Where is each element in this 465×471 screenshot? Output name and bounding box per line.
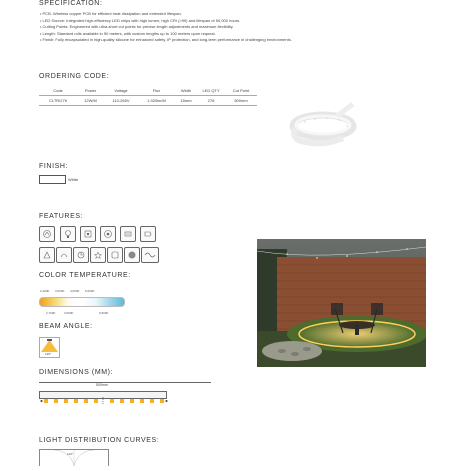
cell-led-qty: 276: [197, 96, 225, 106]
col-power: Power: [77, 86, 104, 96]
col-code: Code: [39, 86, 77, 96]
feature-icon-6: [140, 226, 156, 242]
col-width: Width: [175, 86, 197, 96]
feature-icon-10: [90, 247, 106, 263]
cell-flux: 1,920lm/M: [138, 96, 175, 106]
feature-icon-13: [141, 247, 159, 263]
led-strip-dimension-drawing: [39, 391, 167, 399]
feature-icon-2: [60, 226, 76, 242]
cell-voltage: 110-265V: [104, 96, 138, 106]
specification-list: [40, 11, 330, 44]
ordering-table: [39, 86, 257, 106]
cct-label-3000k: 3,000K: [55, 289, 65, 293]
col-cut-point: Cut Point: [225, 86, 257, 96]
dimension-line: [39, 382, 211, 383]
feature-icon-9: [73, 247, 89, 263]
feature-icon-5: [120, 226, 136, 242]
cell-width: 15mm: [175, 96, 197, 106]
spec-item-pcb: • PCB: Wireless copper PCB for efficient heat dissipation and extended lifespan.: [40, 11, 182, 16]
ordering-heading: ORDERING CODE:: [39, 73, 110, 80]
spec-item-led-source: • LED Source: Integrated high-efficiency LED chips with high lumen, high CRI (>90) and lifespan of 50,000 hours.: [40, 17, 241, 23]
dimensions-heading: DIMENSIONS (MM):: [39, 369, 114, 376]
feature-icon-1: [39, 226, 55, 242]
beam-angle-label: 120°: [45, 352, 52, 356]
feature-icon-11: [107, 247, 123, 263]
led-strip-drawing: [40, 397, 168, 405]
table-row: [39, 96, 257, 106]
col-led-qty: LED QTY: [197, 86, 225, 96]
spec-item-length: • Length: Standard rolls available in 50 meters, with custom lengths up to 100 meters upon request.: [40, 30, 216, 36]
cct-label-4000k: 4,000K: [70, 289, 80, 293]
dimension-length-label: 500mm: [96, 383, 108, 387]
finish-swatch-white: [39, 175, 66, 184]
color-temperature-bar: [39, 297, 125, 307]
specification-heading: SPECIFICATION:: [39, 0, 103, 7]
cct-label-2700k: 2,700K: [46, 311, 56, 315]
color-temperature-heading: COLOR TEMPERATURE:: [39, 272, 131, 279]
garden-installation-photo: [257, 239, 426, 367]
ldc-angle-label: 120°: [67, 452, 74, 456]
cct-label-5000k: 5,000K: [85, 289, 95, 293]
ordering-header-row: [39, 86, 257, 96]
features-heading: FEATURES:: [39, 213, 84, 220]
cell-cut-point: 500mm: [225, 96, 257, 106]
feature-icon-12: [124, 247, 140, 263]
light-distribution-chart: [39, 449, 109, 466]
led-strip-coil-image: [285, 98, 357, 148]
col-voltage: Voltage: [104, 86, 138, 96]
spec-item-finish: • Finish: Fully encapsulated in high-quality silicone for enhanced safety, IP protection, and long-term performance in challenging environments.: [40, 37, 292, 43]
cell-code: CLTRI276: [39, 96, 77, 106]
beam-angle-heading: BEAM ANGLE:: [39, 323, 93, 330]
cell-power: 12W/M: [77, 96, 104, 106]
feature-icon-7: [39, 247, 55, 263]
feature-icon-4: [100, 226, 116, 242]
spec-item-cutting-points: • Cutting Points: Engineered with ultra-short cut points for precise length adjustments and maximum flexibility.: [40, 24, 234, 30]
cct-label-2400k: 2,400K: [40, 289, 50, 293]
col-flux: Flux: [138, 86, 175, 96]
cct-label-6500k: 6,500K: [99, 311, 109, 315]
feature-icon-8: [56, 247, 72, 263]
light-distribution-heading: LIGHT DISTRIBUTION CURVES:: [39, 437, 160, 444]
light-distribution-curve: [40, 450, 108, 466]
feature-icon-3: [80, 226, 96, 242]
cct-label-3500k: 3,500K: [64, 311, 74, 315]
finish-heading: FINISH:: [39, 163, 69, 170]
finish-label: White: [68, 177, 79, 182]
